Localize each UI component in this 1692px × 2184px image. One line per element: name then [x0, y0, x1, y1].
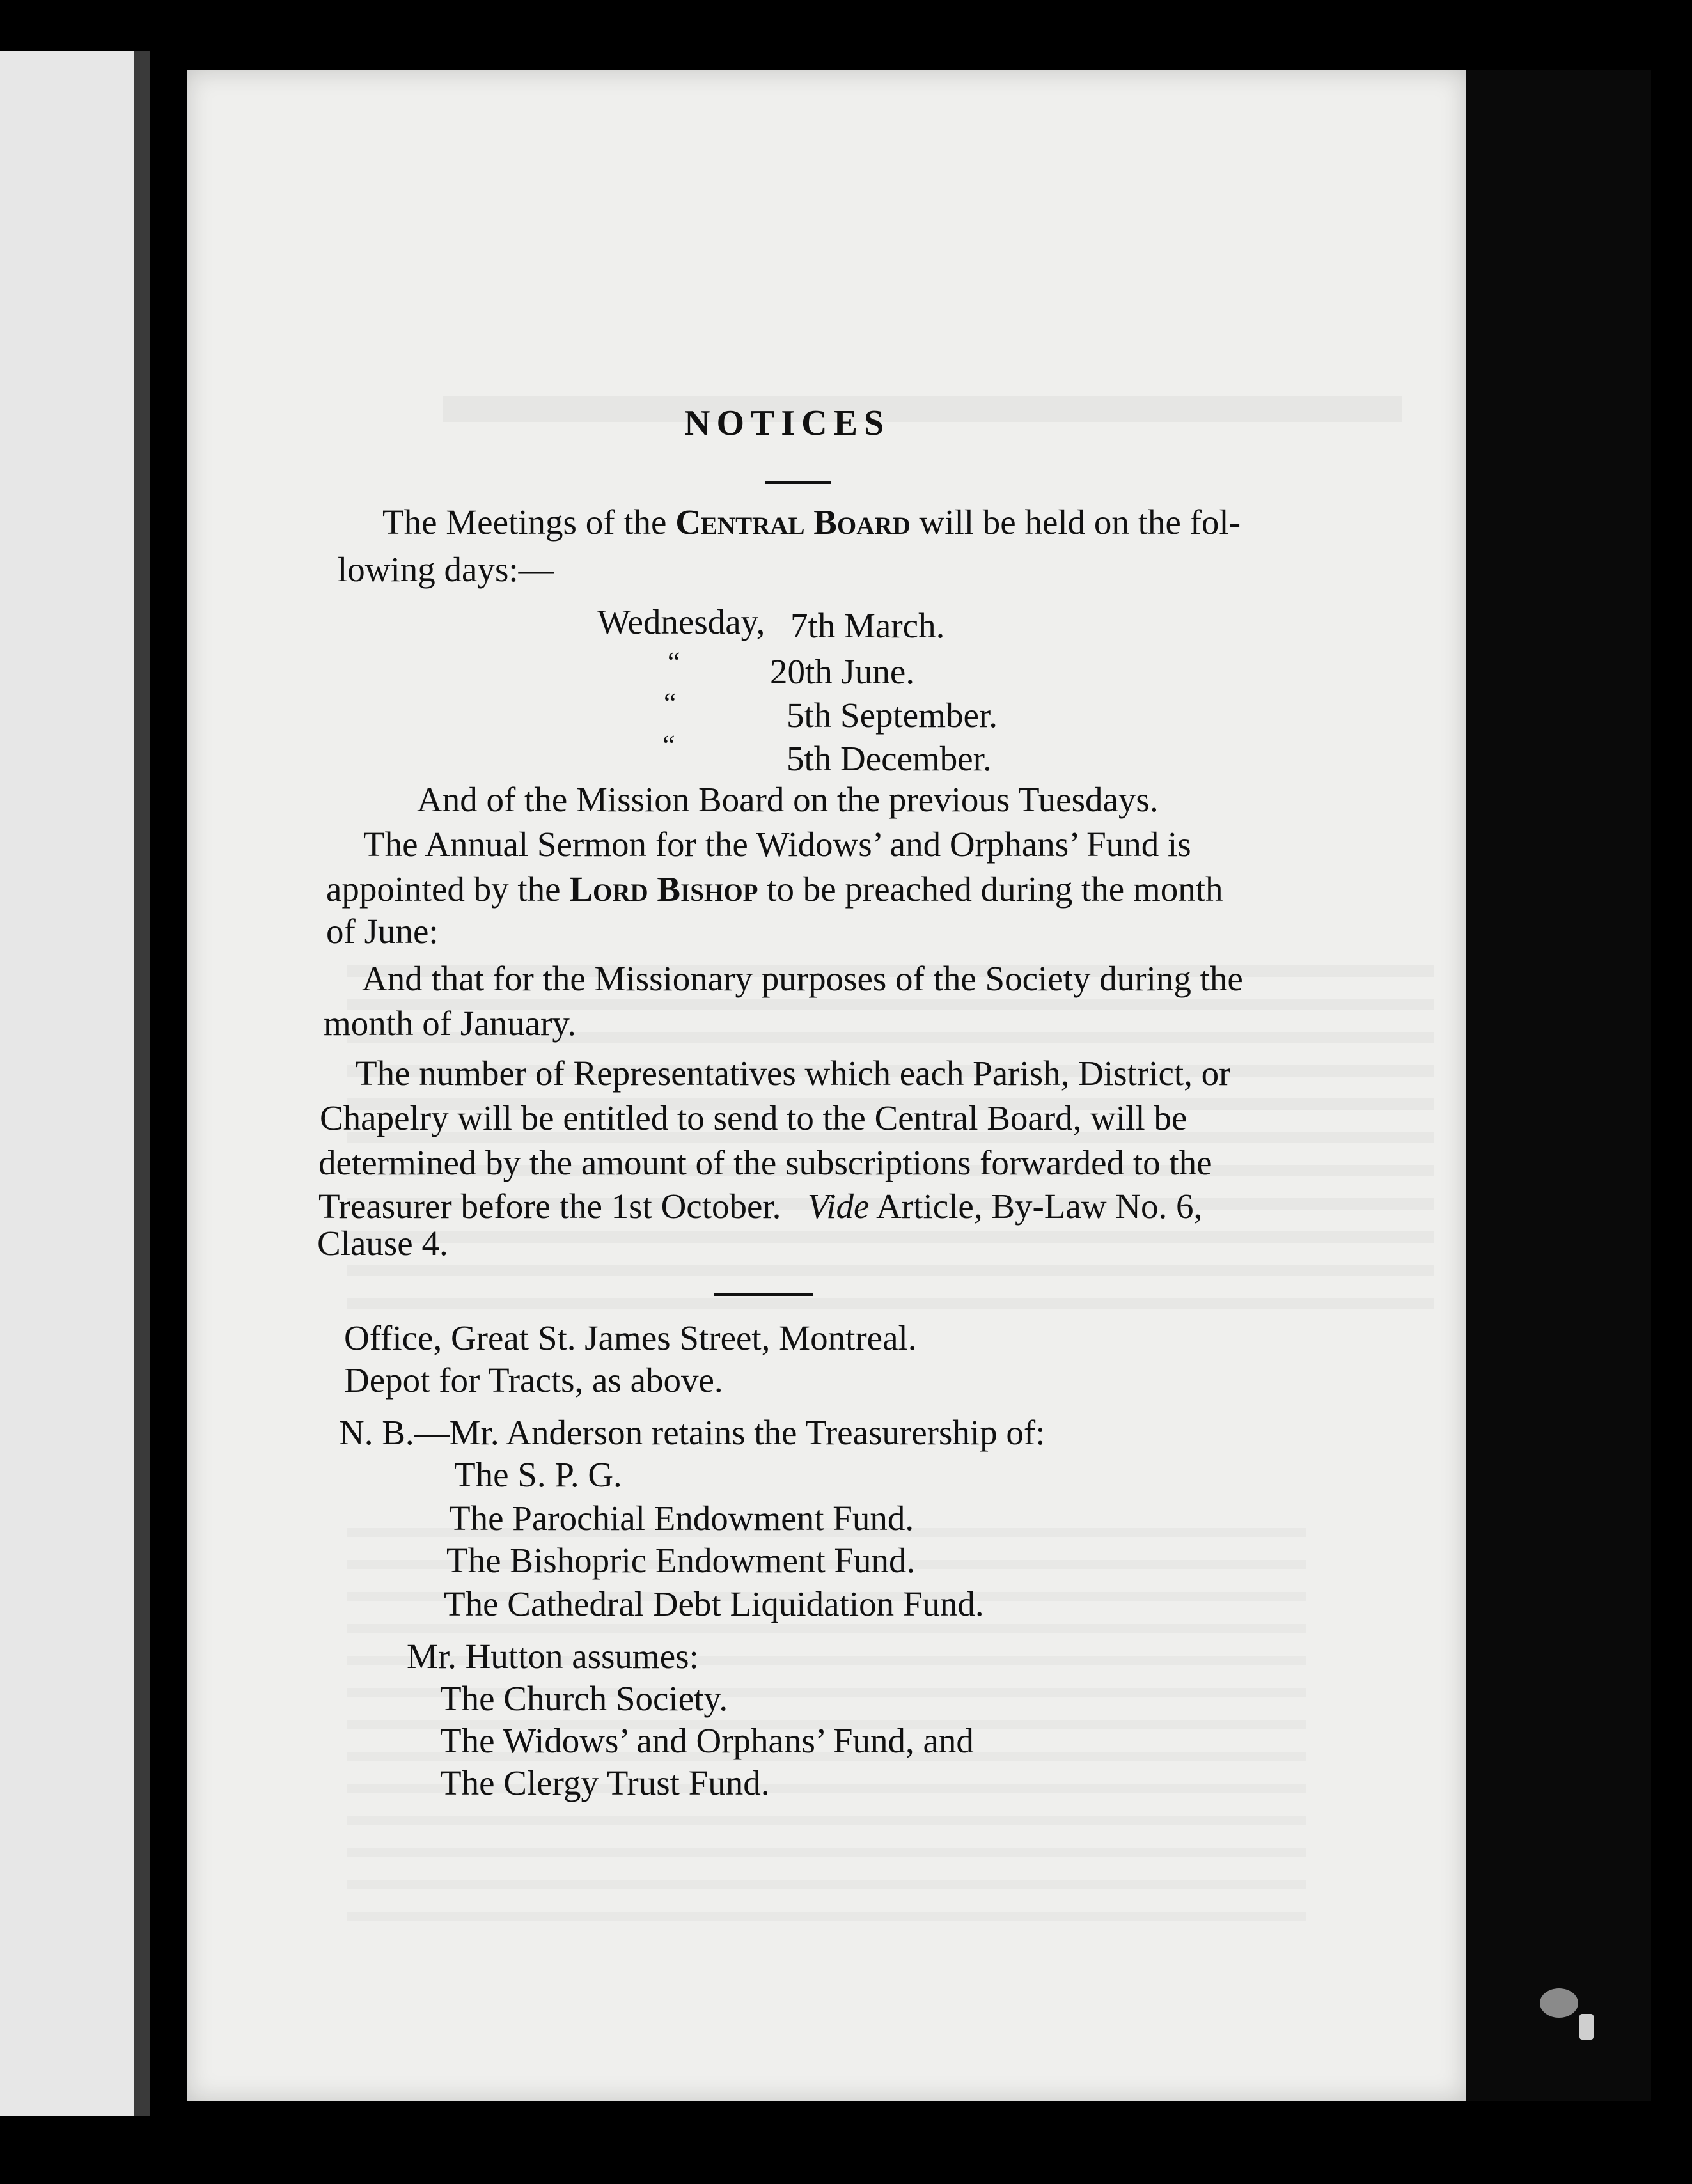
meetings-line-1: [382, 503, 1241, 542]
date-1: 7th March.: [790, 606, 945, 645]
sermon-line-1: The Annual Sermon for the Widows’ and Orphans’ Fund is: [363, 825, 1191, 864]
bleed-through: [443, 396, 1402, 422]
office-line-2: Depot for Tracts, as above.: [344, 1361, 723, 1400]
first-day-label: Wednesday,: [597, 602, 765, 641]
nb-intro: N. B.—Mr. Anderson retains the Treasurership of:: [339, 1413, 1046, 1452]
meetings-text: The Meetings of the: [382, 503, 667, 542]
scan-background: [1466, 70, 1651, 2101]
meetings-text-cont: will be held on the fol-: [919, 503, 1241, 542]
page-title: NOTICES: [684, 403, 891, 443]
nb-item-2: The Parochial Endowment Fund.: [449, 1499, 914, 1538]
ditto-mark: “: [664, 687, 677, 719]
section-rule: [714, 1293, 813, 1296]
adjacent-page-edge: [0, 51, 150, 2116]
ditto-mark: “: [662, 729, 675, 761]
central-board-label: Central Board: [675, 503, 911, 542]
vide-label: Vide: [807, 1187, 870, 1226]
scan-artifact: [1540, 1988, 1578, 2018]
date-3: 5th September.: [787, 696, 998, 735]
heading-rule: [765, 481, 831, 484]
hutton-intro: Mr. Hutton assumes:: [407, 1637, 699, 1676]
representatives-line-5: Clause 4.: [317, 1224, 448, 1263]
date-2: 20th June.: [770, 652, 915, 691]
scan-artifact: [1579, 2014, 1594, 2040]
meetings-line-2: lowing days:—: [338, 550, 554, 589]
nb-item-4: The Cathedral Debt Liquidation Fund.: [444, 1584, 984, 1623]
representatives-text: Treasurer before the 1st October.: [318, 1187, 781, 1226]
sermon-text-cont: to be preached during the month: [767, 870, 1223, 909]
sermon-text: appointed by the: [326, 870, 561, 909]
missionary-line-1: And that for the Missionary purposes of the Society during the: [362, 959, 1243, 998]
sermon-line-2: [326, 870, 1223, 909]
missionary-line-2: month of January.: [324, 1004, 577, 1043]
representatives-text-cont: Article, By-Law No. 6,: [876, 1187, 1203, 1226]
hutton-item-1: The Church Society.: [440, 1679, 728, 1718]
office-line-1: Office, Great St. James Street, Montreal.: [344, 1318, 917, 1357]
sermon-line-3: of June:: [326, 912, 439, 951]
ditto-mark: “: [668, 646, 680, 678]
nb-item-1: The S. P. G.: [454, 1455, 622, 1494]
representatives-line-4: [318, 1187, 1202, 1226]
lord-bishop-label: Lord Bishop: [569, 870, 758, 909]
representatives-line-1: The number of Representatives which each Parish, District, or: [356, 1054, 1231, 1093]
representatives-line-2: Chapelry will be entitled to send to the Central Board, will be: [320, 1098, 1187, 1137]
representatives-line-3: determined by the amount of the subscriptions forwarded to the: [318, 1143, 1212, 1182]
hutton-item-3: The Clergy Trust Fund.: [440, 1763, 770, 1802]
hutton-item-2: The Widows’ and Orphans’ Fund, and: [440, 1721, 974, 1760]
nb-item-3: The Bishopric Endowment Fund.: [446, 1541, 916, 1580]
date-4: 5th December.: [787, 739, 992, 778]
mission-board-line: And of the Mission Board on the previous Tuesdays.: [417, 780, 1159, 819]
